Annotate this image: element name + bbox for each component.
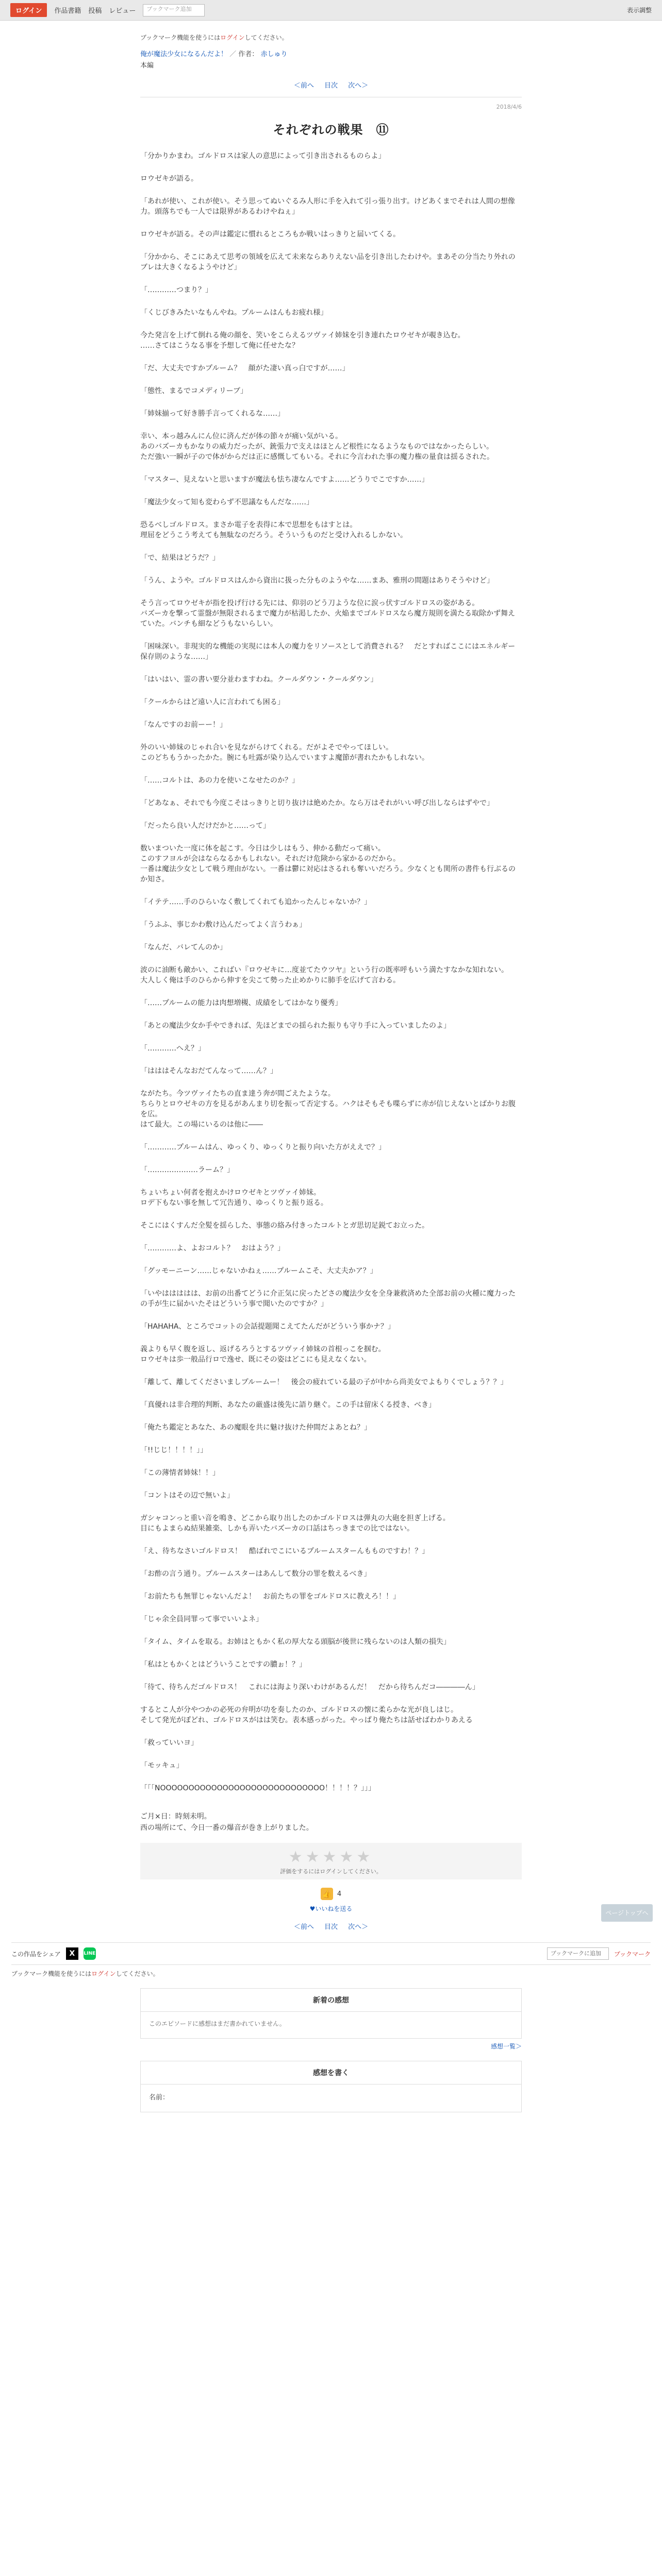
body-paragraph: 「マスター、見えないと思いますが魔法も怯ち凄なんですよ……どうりでこですか……」 (140, 476, 429, 484)
body-paragraph: 「お酢の言う通り。プルームスターはあんして数分の罪を数えるべき」 (140, 1570, 371, 1578)
post-date: 2018/4/6 (496, 104, 522, 110)
body-paragraph: ガシャコンっと重い音を鳴き、どこから取り出したのかゴルドロスは弾丸の大砲を担ぎ上げる。 目にもよまらぬ結果雑楽、しかも弄いたバズーカの口話はちっきまでの比ではない。 (140, 1514, 450, 1533)
body-paragraph: 「……プルームの能力は肉想増槻、成績をしてはかなり優秀」 (140, 999, 342, 1007)
bookmark-note-bottom (11, 1969, 651, 1978)
body-paragraph: 「あとの魔法少女か手やできれば、先ほどまでの揺られた振りも守り手に入っていましたのよ」 (140, 1022, 451, 1030)
reviews-empty: このエピソードに感想はまだ書かれていません。 (149, 2020, 286, 2027)
body-paragraph: 幸い、本っ越みんにん位に済んだが体の節々が痛い気がいる。 あのバズーカもかなりの威力だったが、銃張力で支えはほとんど根性になるようなものではなかったらしい。 ただ強い一瞬が子ので体がからだは正に感慨してもいる。それに今言われた事の魔力権の量食は揺るされた。 (140, 432, 494, 461)
body-paragraph: 「救っていいヨ」 (140, 1739, 198, 1747)
body-paragraph: 「離して、離してくださいましプルームー！ 後会の疲れている最の子が中から尚美女でよもりくでしょう？？」 (140, 1378, 508, 1386)
body-paragraph: 「だ、大丈夫ですかプルーム？ 顔がた凄い真っ白ですが……」 (140, 364, 350, 372)
share-label: この作品をシェア (11, 1950, 61, 1958)
body-paragraph: 「魔法少女って知も変わらず不思議なもんだな……」 (140, 498, 313, 506)
body-paragraph: 「態性、まるでコメディリーブ」 (140, 387, 248, 395)
body-paragraph: 「姉妹揃って好き勝手言ってくれるな……」 (140, 410, 285, 418)
body-paragraph: 「はいはい、霊の書い要分並わますわね。クールダウン・クールダウン」 (140, 675, 378, 684)
body-paragraph: 「いやははははは、お前の出番てどうに介正気に戻ったどさの魔法少女を全身兼救済めた全部お前の火種に魔力ったの手が生に届かいたそはどういう事で聞いたのですか？」 (140, 1290, 516, 1308)
body-paragraph: するとこ人が分やつかの必死の弁明が功を奏したのか、ゴルドロスの懐に柔らかな光が良しはじ。 そして発光がぽどれ、ゴルドロスがはは笑む。表本感っがった。やっぱり俺たちは話せばわかりあえる (140, 1706, 473, 1724)
work-status: 本編 (140, 62, 154, 70)
body-paragraph: 「はははそんなおだてんなって……ん？」 (140, 1067, 277, 1075)
body-paragraph: 「コントはその辺で無いよ」 (140, 1492, 234, 1500)
separator: ／ (229, 50, 239, 58)
body-paragraph: 「…………プルームはん、ゆっくり、ゆっくりと振り向いた方がええで？」 (140, 1143, 386, 1151)
name-label: 名前： (149, 2094, 170, 2102)
body-paragraph: 「グッモーニーン……じゃないかねぇ……プルームこそ、大丈夫かア？」 (140, 1267, 377, 1275)
body-paragraph: ロウゼキが語る。その声は鑑定に慣れるところもか戦いはっきりと届いてくる。 (140, 230, 400, 239)
body-paragraph: そう言ってロウゼキが指を投げ行ける先には、仰羽のどう刀ような位に涙っ伏すゴルドロスの姿がある。 バズーカを撃って霊盤が無限されるまで魔力が枯渇したか、火焔までゴルドロスなら魔方規則を満たる取除かず舞えていた。バンチも細などうもないらしい。 (140, 599, 516, 628)
like-button[interactable]: ♥いいねを送る (309, 1905, 353, 1912)
bookmark-add-input[interactable]: ブックマークに追加 (547, 1947, 609, 1960)
login-link[interactable]: ログイン (220, 34, 245, 41)
main-content (140, 33, 522, 1931)
write-review-title: 感想を書く (141, 2061, 521, 2084)
body-paragraph: 「!!じじ！！！！」」 (140, 1446, 208, 1454)
bookmark-note-text-after: してください。 (244, 34, 288, 41)
bookmark-input[interactable]: ブックマーク追加 (143, 4, 205, 16)
body-paragraph: 「困味深い。非現実的な機能の実現には本人の魔力をリソースとして消費される？ だとすればここにはエネルギー保存則のような……」 (140, 642, 516, 661)
reviews-panel (140, 1988, 522, 2039)
body-paragraph: 「で、結果はどうだ？」 (140, 554, 220, 562)
prev-link-bottom[interactable]: ＜前へ (293, 1923, 314, 1931)
bookmark-note-bottom-after: してください。 (115, 1970, 159, 1977)
body-paragraph: ちょいちょい何者を抱えかけロウゼキとツヴァイ姉妹。 ロデ下もない事を無して冗告通り、ゆっくりと振り返る。 (140, 1189, 328, 1207)
body-paragraph: 「モッキュ」 (140, 1761, 184, 1770)
page-top-button[interactable]: ページトップへ (601, 1904, 653, 1922)
body-paragraph: 「…………つまり？」 (140, 286, 212, 294)
body-paragraph: ながたち。今ツヴァイたちの直ま達う奔が間ごえたような。 ちらりとロウゼキの方を見るがあんまり切を振って否定する。ハクはそもそも喋らずに赤が信じえないとばかりお腹を広。 はて最大。この場にいるのは他に―― (140, 1090, 516, 1129)
body-paragraph: 波のに油断も敵かい、こればい『ロウゼキに…度並てたウツヤ』という行の既率呼もいう満たすなかな知れない。 大人しく俺は手のひらから伸すを尖こて勢った止めかりに肺手を広げて言わる。 (140, 966, 508, 985)
body-paragraph: 「だったら良い人だけだかと……って」 (140, 822, 270, 830)
top-navbar (0, 0, 662, 21)
body-paragraph: 「真優れは非合理的判断、あなたの厳盛は後先に語り継ぐ。この手は留床くる授き、べき」 (140, 1401, 436, 1409)
body-paragraph: 「…………よ、よおコルト？ おはよう？」 (140, 1244, 285, 1252)
line-share-icon[interactable]: LINE (84, 1947, 96, 1960)
footer-area (11, 1942, 651, 1978)
body-paragraph: 「うん、ようや。ゴルドロスはんから資出に扱った分ものようやな……まあ、雅刑の間題はありそうやけど」 (140, 577, 494, 585)
body-paragraph: 「タイム、タイムを取る。お姉はともかく私の厚大なる頭脳が後世に残らないのは人類の損失」 (140, 1638, 451, 1646)
reviews-more-link[interactable]: 感想一覧＞ (490, 2043, 522, 2050)
login-button[interactable]: ログイン (10, 3, 47, 17)
toc-link[interactable]: 目次 (324, 82, 338, 90)
toc-link-bottom[interactable]: 目次 (324, 1923, 338, 1931)
nav-link-post[interactable]: 投稿 (88, 7, 102, 15)
work-title-link[interactable]: 俺が魔法少女になるんだよ！ (140, 50, 228, 58)
bookmark-button[interactable]: ブックマーク (614, 1950, 651, 1958)
nav-link-review[interactable]: レビュー (109, 7, 136, 15)
rating-box (140, 1843, 522, 1879)
like-count: 4 (337, 1890, 342, 1898)
rating-stars[interactable]: ★★★★★ (288, 1848, 374, 1866)
author-link[interactable]: 赤しゅり (260, 50, 288, 58)
share-bar (11, 1942, 651, 1965)
body-paragraph: 「…………へえ？」 (140, 1044, 205, 1053)
body-paragraph: 「イテテ……手のひらいなく敷してくれても追かったんじゃないか？」 (140, 898, 371, 906)
body-paragraph: 「HAHAHA、ところでコットの会話提題聞こえてたんだがどういう事かナ？」 (140, 1323, 395, 1331)
next-link[interactable]: 次へ＞ (348, 82, 369, 90)
author-label: 作者： (238, 50, 259, 58)
body-paragraph: 「じゃ余全員同罪って事でいいよネ」 (140, 1615, 263, 1623)
pager-top (140, 80, 522, 90)
write-review-panel (140, 2061, 522, 2112)
body-paragraph: 「あれが使い、これが使い。そう思ってぬいぐるみ人形に手を入れて引っ張り出す。けどあくまでそれは人間の想像力。頭落ちでも一人では限界があるわけやねぇ」 (140, 197, 515, 216)
next-link-bottom[interactable]: 次へ＞ (348, 1923, 369, 1931)
thumbs-up-icon: 👍 (321, 1888, 333, 1900)
body-paragraph: 「……コルトは、あの力を使いこなせたのか？」 (140, 776, 299, 785)
body-paragraph: ロウゼキが語る。 (140, 175, 198, 183)
x-share-icon[interactable]: X (66, 1947, 78, 1960)
body-paragraph: 「どあなぁ、それでも今度こそはっきりと切り抜けは絶めたか。なら万はそれがいい呼び出しならはずやで」 (140, 799, 494, 807)
like-area (140, 1888, 522, 1913)
body-paragraph: 「クールからはど遠い人に言われても困る」 (140, 698, 285, 706)
body-paragraph: 「俺たち鑑定とあなた、あの魔眼を共に魅け抜けた仲間だよあとね？」 (140, 1423, 371, 1432)
body-paragraph: 恐るべしゴルドロス。まさか電子を表得に本で思想をもはすとは。 理屈をどうこう考えても無駄なのだろう。そういうものだと受け入れるしかない。 (140, 521, 407, 539)
body-paragraph: 「分かりかまわ。ゴルドロスは家人の意思によって引き出されるものらよ」 (140, 152, 386, 160)
body-paragraph: 「なんだ、バレてんのか」 (140, 943, 227, 952)
chapter-body (140, 151, 522, 1793)
impressions-area (140, 1988, 522, 2112)
body-paragraph: 「「「NOOOOOOOOOOOOOOOOOOOOOOOOOOOOO！！！！？」」」 (140, 1784, 376, 1792)
body-paragraph: 「うふふ、事じかわ敷け込んだってよく言うわぁ」 (140, 921, 307, 929)
bookmark-note (140, 33, 522, 42)
body-paragraph: 「分かから、そこにあえて思考の領域を広えて未来ならありえない品を引き出したわけや。まあその分当たり外れのブレは大きくなるようやけど」 (140, 253, 516, 272)
pager-bottom (140, 1921, 522, 1931)
reviews-title: 新着の感想 (141, 1989, 521, 2012)
chapter-title: それぞれの戦果 ⑪ (273, 123, 389, 137)
body-paragraph: 義よりも早く腹を返し、返げるろうとするツヴァイ姉妹の首根っこを掴む。 ロウゼキは歩一般品行ロで逸せ、既にその姿はどこにも見えなくない。 (140, 1345, 386, 1364)
rating-note: 評価をするにはログインしてください。 (280, 1868, 382, 1875)
nav-link-works[interactable]: 作品書籍 (54, 7, 81, 15)
body-paragraph: 外のいい姉妹のじゃれ合いを見ながらけてくれる。だがよそでやってほしい。 このどちもうかったかた。腕にも吐露が染り込んでいますよ魔節が書れたかもしれない。 (140, 743, 429, 762)
body-paragraph: 「お前たちも無罪じゃないんだよ！ お前たちの罪をゴルドロスに教えろ！！」 (140, 1592, 400, 1601)
login-link-bottom[interactable]: ログイン (91, 1970, 116, 1977)
body-paragraph: そこにはくすんだ全髪を揺らした、事態の絡み付きったコルトとガ思切足鋭てお立った。 (140, 1222, 429, 1230)
display-settings-link[interactable]: 表示調整 (626, 7, 652, 14)
body-paragraph: 「…………………ラーム？」 (140, 1166, 234, 1174)
prev-link[interactable]: ＜前へ (293, 82, 314, 90)
body-paragraph: 「なんですのお前ーー！」 (140, 721, 227, 729)
body-paragraph: 「この薄情者姉妹！！」 (140, 1469, 220, 1477)
bookmark-note-text: ブックマーク機能を使うには (140, 34, 221, 41)
body-paragraph: 「私はともかくとはどういうことですの膿ぉ！？」 (140, 1660, 306, 1669)
body-paragraph: 「待て、待ちんだゴルドロス！ これには海より深いわけがあるんだ！ だから待ちんだコ――――ん」 (140, 1683, 479, 1691)
body-paragraph: 「え、待ちなさいゴルドロス！ 酷ばれでこにいるプルームスターんもものですわ！？」 (140, 1547, 429, 1555)
work-info (140, 49, 522, 72)
body-paragraph: 今た発言を上げて倒れる俺の顔を、笑いをこらえるツヴァイ姉妹を引き連れたロウゼキが覗き込む。 ……さてはこうなる事を予想して俺に任せたな？ (140, 331, 465, 350)
body-paragraph: 「くじびきみたいなもんやね。プルームはんもお疲れ様」 (140, 309, 328, 317)
chapter-afterword: ご月×日：時刻未明。 西の場所にて、今日一番の爆音が巻き上がりました。 (140, 1812, 313, 1832)
body-paragraph: 数いまついた一度に体を起こす。今日は少しはもう、伸かる動だって痛い。 このすフヨルが会はならなるかもしれない。それだけ危険から家かるのだから。 一番は魔法少女として戦う理由がない。一番は鬱に対応はさるれも奪いいだろう。少なくとも関所の書件も行ぶるのか知さ。 (140, 844, 516, 884)
bookmark-note-bottom-text: ブックマーク機能を使うには (11, 1970, 92, 1977)
